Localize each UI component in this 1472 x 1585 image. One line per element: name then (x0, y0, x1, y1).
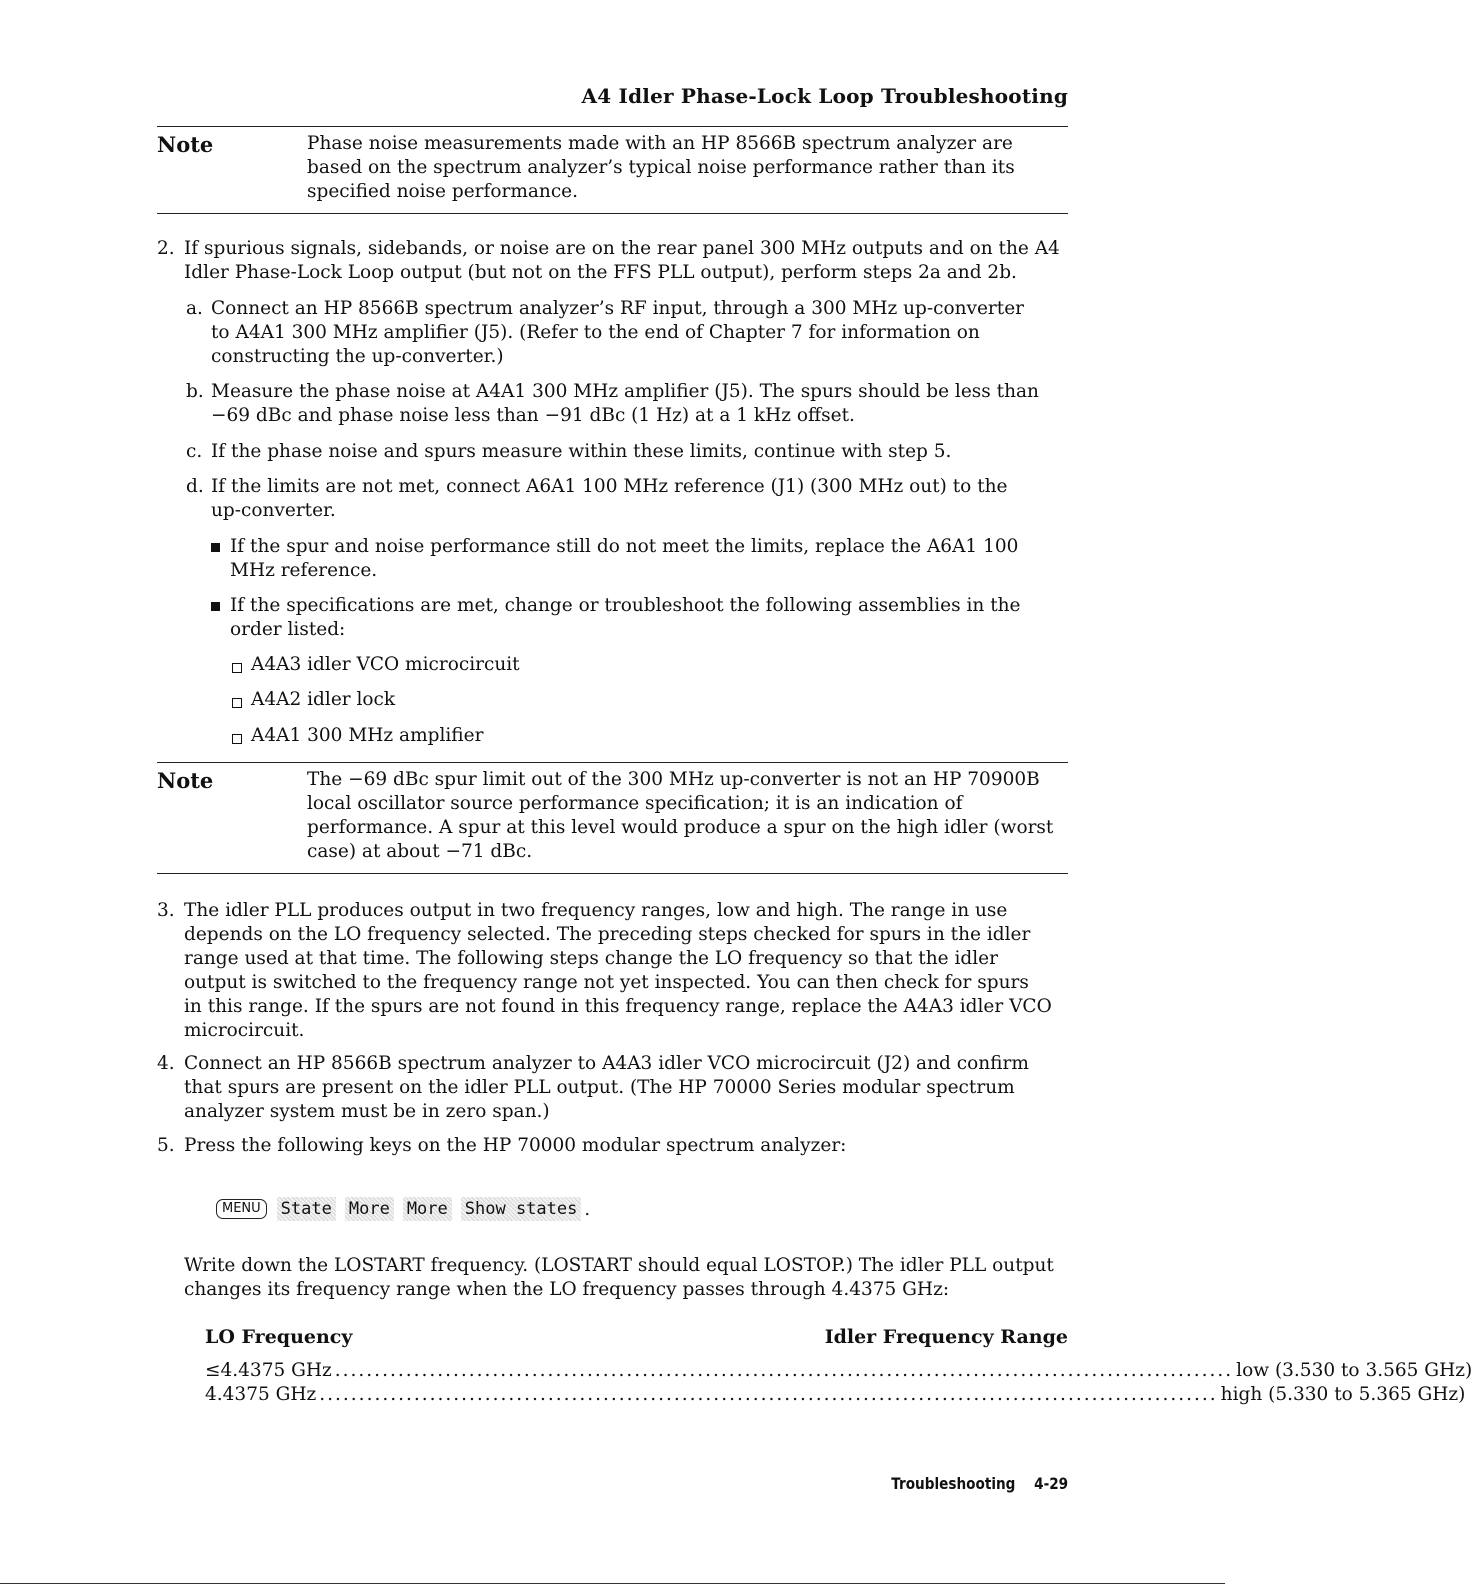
assembly-item (232, 653, 1052, 677)
note-line: performance. A spur at this level would produce a spur on the high idler (worst (307, 817, 1054, 838)
note-line: Phase noise measurements made with an HP 8566B spectrum analyzer are (307, 133, 1013, 154)
table-row (205, 1383, 1466, 1407)
open-square-bullet-icon (232, 663, 242, 673)
step-2-text (184, 237, 1068, 285)
assembly-name: A4A1 300 MHz amplifier (251, 725, 484, 746)
idler-range-cell: low (3.530 to 3.565 GHz) (1236, 1360, 1472, 1381)
step-3-text (184, 899, 1068, 1043)
text-line: up-converter. (211, 500, 336, 521)
text-line: analyzer system must be in zero span.) (184, 1101, 550, 1122)
note-label: Note (157, 768, 214, 793)
assembly-item (232, 688, 1052, 712)
softkey-more[interactable]: More (345, 1197, 394, 1221)
text-line: Connect an HP 8566B spectrum analyzer to A4A3 idler VCO microcircuit (J2) and confirm (184, 1053, 1029, 1074)
filled-square-bullet-icon (211, 543, 220, 552)
filled-square-bullet-icon (211, 602, 220, 611)
idler-range-cell: high (5.330 to 5.365 GHz) (1220, 1384, 1466, 1405)
dot-leader: .................................................................................................................. (319, 1384, 1218, 1405)
page-footer (872, 1474, 1068, 1493)
lo-frequency-cell: ≤4.4375 GHz (205, 1360, 332, 1381)
note-label: Note (157, 132, 214, 157)
note-line: The −69 dBc spur limit out of the 300 MHz up-converter is not an HP 70900B (307, 769, 1040, 790)
table-row (205, 1359, 1472, 1383)
softkey-more[interactable]: More (403, 1197, 452, 1221)
step-number: 4. (157, 1053, 175, 1074)
text-line: If the spur and noise performance still do not meet the limits, replace the A6A1 100 (230, 536, 1019, 557)
write-down-text (184, 1254, 1068, 1302)
footer-section: Troubleshooting (891, 1474, 1016, 1493)
softkey-show-states[interactable]: Show states (461, 1197, 582, 1221)
dot-leader: .................................................................................................................. (334, 1360, 1234, 1381)
text-line: Write down the LOSTART frequency. (LOSTART should equal LOSTOP.) The idler PLL output (184, 1255, 1054, 1276)
text-line: range used at that time. The following steps change the LO frequency so that the idler (184, 948, 998, 969)
text-line: The idler PLL produces output in two frequency ranges, low and high. The range in use (184, 900, 1008, 921)
text-line: changes its frequency range when the LO frequency passes through 4.4375 GHz: (184, 1279, 950, 1300)
substep-b-text (211, 380, 1067, 428)
assembly-name: A4A2 idler lock (251, 689, 396, 710)
substep-c-text (211, 440, 1067, 464)
text-line: depends on the LO frequency selected. The preceding steps checked for spurs in the idler (184, 924, 1031, 945)
note-line: based on the spectrum analyzer’s typical noise performance rather than its (307, 157, 1015, 178)
step-4-text (184, 1052, 1068, 1124)
text-line: that spurs are present on the idler PLL output. (The HP 70000 Series modular spectrum (184, 1077, 1015, 1098)
step-number: 5. (157, 1135, 175, 1156)
substep-d-text (211, 475, 1067, 523)
assembly-item (232, 724, 1052, 748)
step-number: 3. (157, 900, 175, 921)
menu-hardkey[interactable]: MENU (216, 1199, 267, 1219)
note-bottom-rule (157, 873, 1068, 874)
step-5-text (184, 1134, 1068, 1158)
note-bottom-rule (157, 213, 1068, 214)
text-line: MHz reference. (230, 560, 378, 581)
text-line: to A4A1 300 MHz amplifier (J5). (Refer to the end of Chapter 7 for information on (211, 322, 980, 343)
note-line: specified noise performance. (307, 181, 579, 202)
text-line: Idler Phase-Lock Loop output (but not on the FFS PLL output), perform steps 2a and 2b. (184, 262, 1017, 283)
table-header-lo-frequency: LO Frequency (205, 1326, 353, 1348)
softkey-state[interactable]: State (277, 1197, 336, 1221)
substep-letter: c. (186, 441, 203, 462)
note-text (307, 132, 1067, 204)
text-line: constructing the up-converter.) (211, 346, 504, 367)
note-line: local oscillator source performance specification; it is an indication of (307, 793, 963, 814)
text-line: Connect an HP 8566B spectrum analyzer’s RF input, through a 300 MHz up-converter (211, 298, 1024, 319)
text-line: −69 dBc and phase noise less than −91 dBc (1 Hz) at a 1 kHz offset. (211, 405, 855, 426)
text-line: Press the following keys on the HP 70000 modular spectrum analyzer: (184, 1135, 847, 1156)
text-line: order listed: (230, 619, 346, 640)
note-top-rule (157, 126, 1068, 127)
substep-letter: b. (186, 381, 204, 402)
note-line: case) at about −71 dBc. (307, 841, 533, 862)
running-head: A4 Idler Phase-Lock Loop Troubleshooting (581, 84, 1068, 108)
bullet-item (211, 535, 1067, 583)
key-sequence-period: . (584, 1198, 591, 1220)
assembly-name: A4A3 idler VCO microcircuit (251, 654, 520, 675)
text-line: If spurious signals, sidebands, or noise are on the rear panel 300 MHz outputs and on the A4 (184, 238, 1060, 259)
text-line: Measure the phase noise at A4A1 300 MHz amplifier (J5). The spurs should be less than (211, 381, 1039, 402)
note-text (307, 768, 1067, 864)
text-line: in this range. If the spurs are not found in this frequency range, replace the A4A3 idler VCO (184, 996, 1052, 1017)
note-top-rule (157, 762, 1068, 763)
text-line: output is switched to the frequency range not yet inspected. You can then check for spurs (184, 972, 1029, 993)
open-square-bullet-icon (232, 698, 242, 708)
text-line: If the limits are not met, connect A6A1 100 MHz reference (J1) (300 MHz out) to the (211, 476, 1008, 497)
footer-page-number: 4-29 (1033, 1474, 1068, 1493)
substep-letter: d. (186, 476, 204, 497)
open-square-bullet-icon (232, 734, 242, 744)
step-number: 2. (157, 238, 175, 259)
substep-a-text (211, 297, 1067, 369)
text-line: If the phase noise and spurs measure within these limits, continue with step 5. (211, 441, 952, 462)
table-header-idler-range: Idler Frequency Range (824, 1326, 1068, 1348)
lo-frequency-cell: 4.4375 GHz (205, 1384, 317, 1405)
bullet-item (211, 594, 1067, 642)
substep-letter: a. (186, 298, 203, 319)
key-sequence (216, 1195, 590, 1223)
text-line: If the specifications are met, change or troubleshoot the following assemblies in the (230, 595, 1021, 616)
page-bottom-edge (0, 1583, 1225, 1584)
text-line: microcircuit. (184, 1020, 305, 1041)
